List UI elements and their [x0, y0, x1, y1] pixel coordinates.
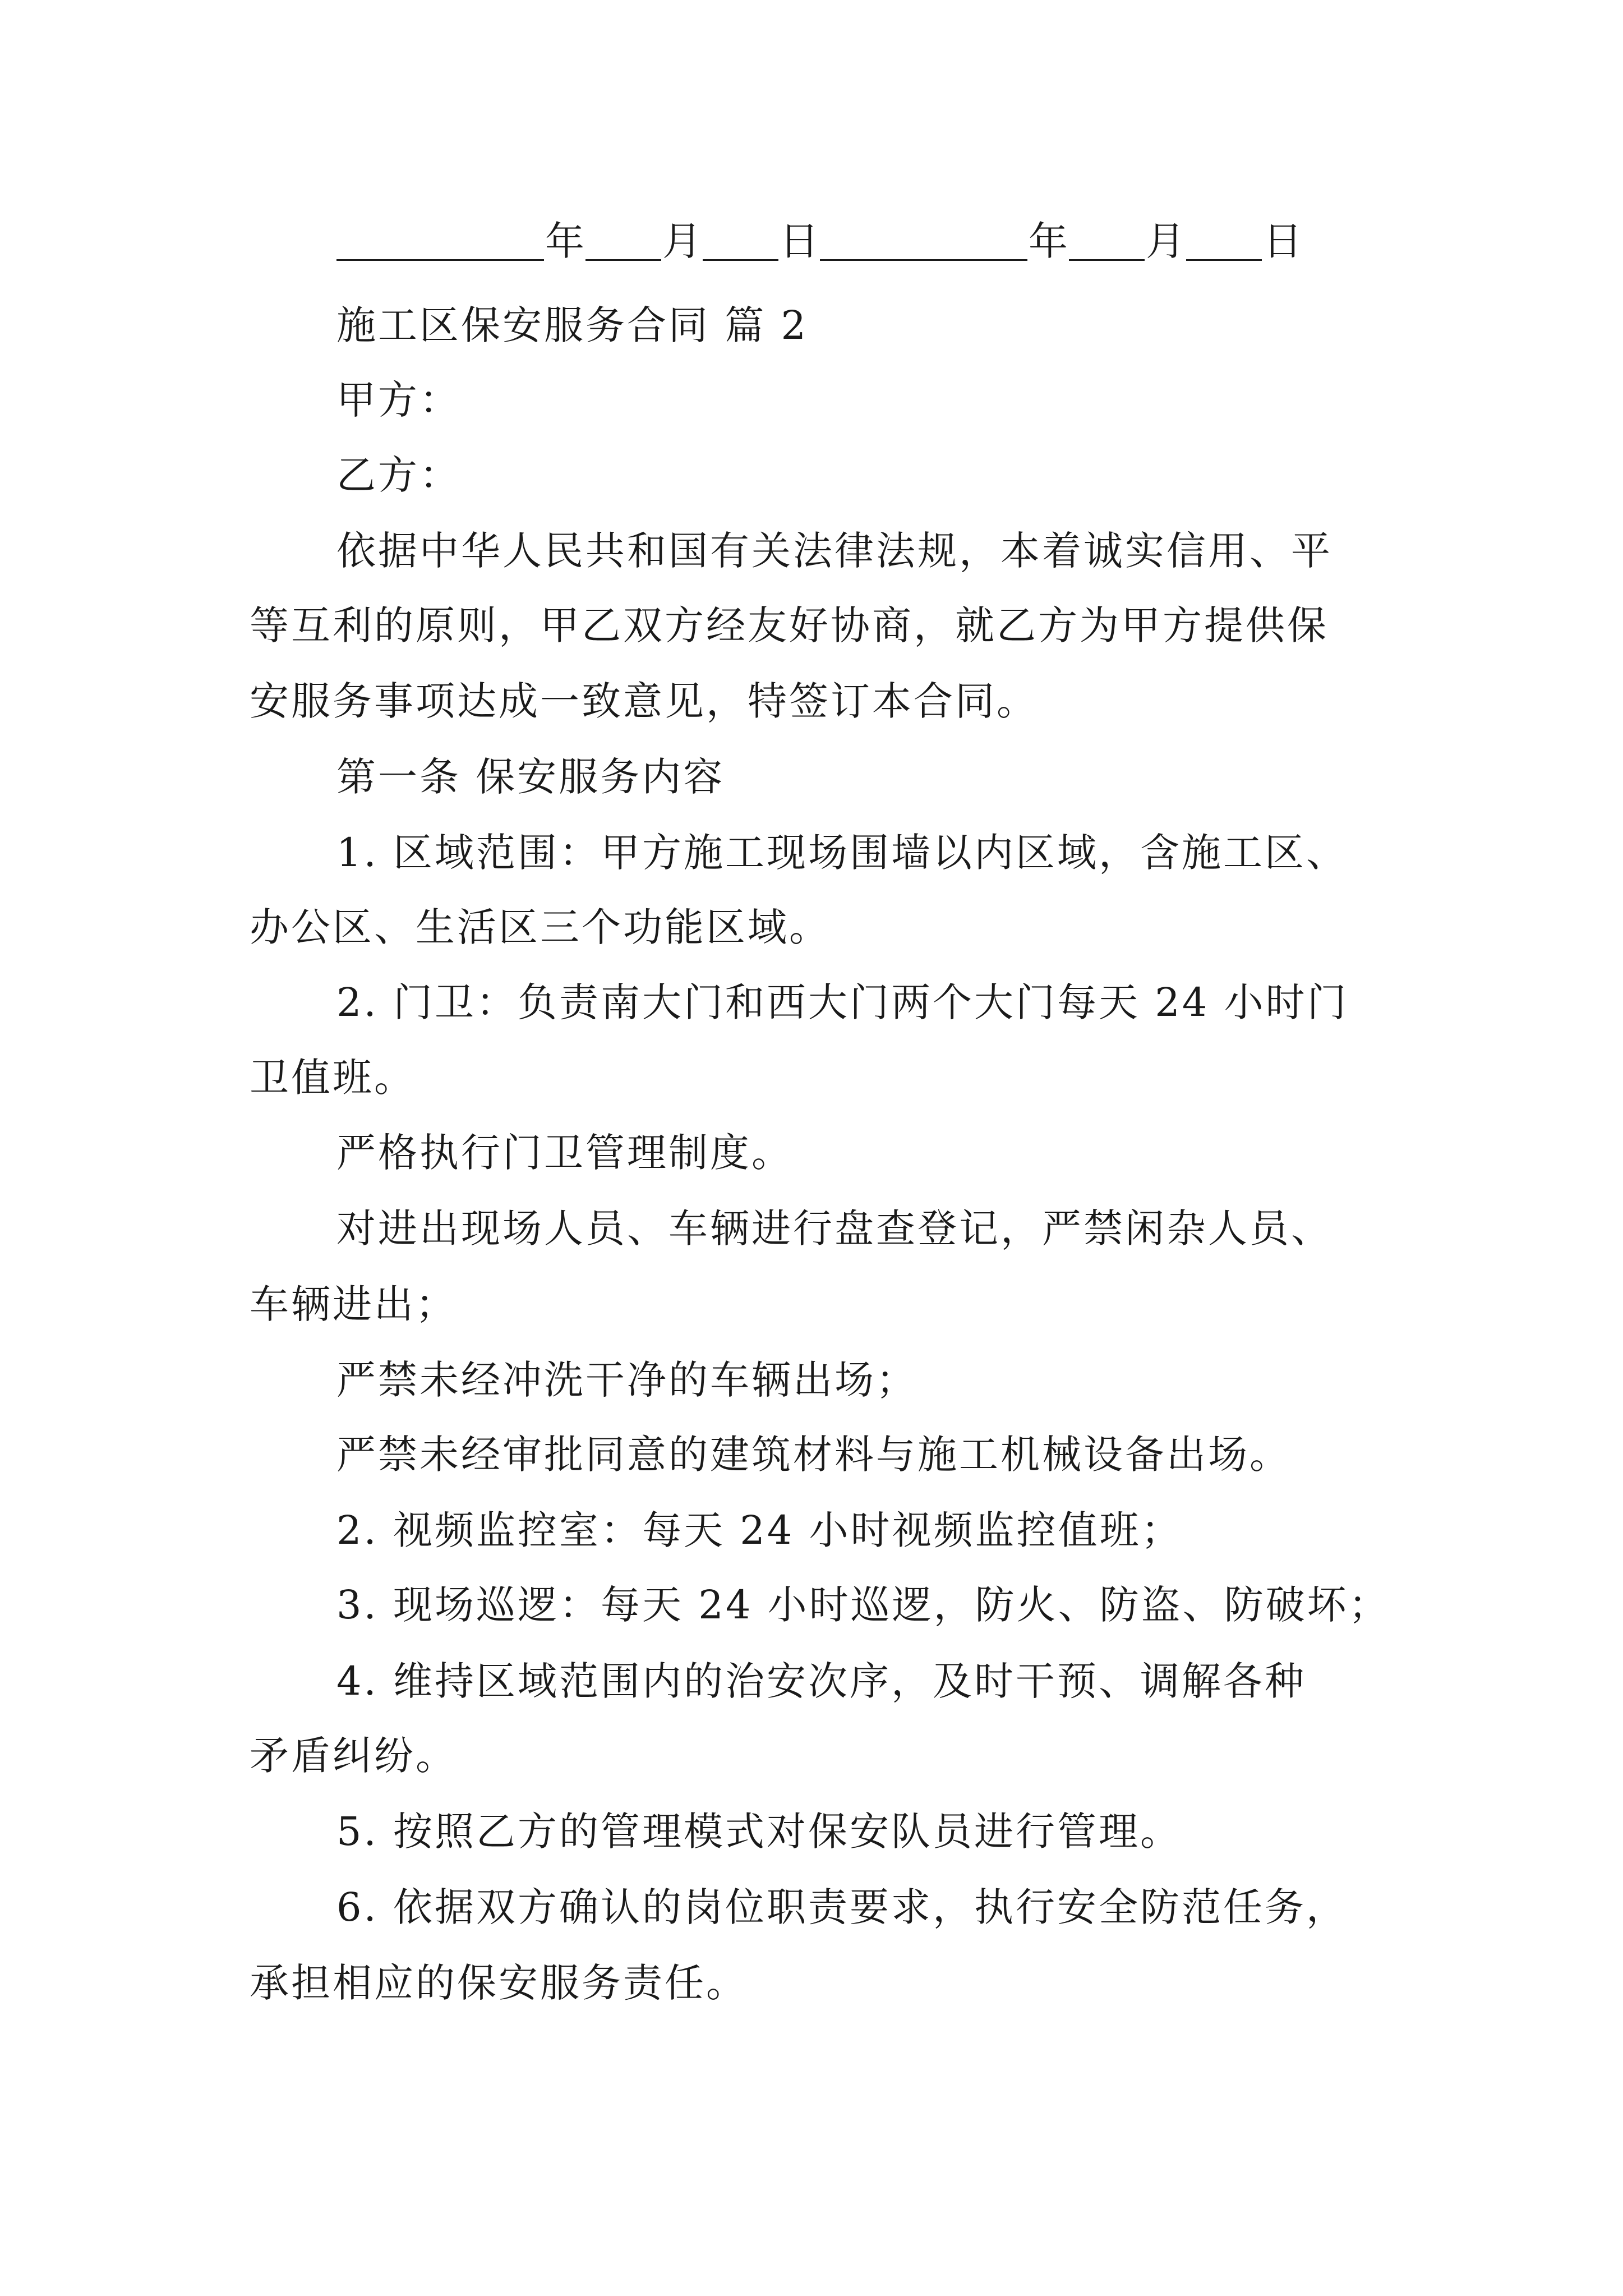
- contract-heading: 施工区保安服务合同 篇 2: [336, 302, 809, 348]
- management: 5. 按照乙方的管理模式对保安队员进行管理。: [336, 1809, 1182, 1855]
- preamble-line-1: 依据中华人民共和国有关法律法规，本着诚实信用、平: [336, 528, 1332, 574]
- blank-month-2: [1069, 224, 1145, 261]
- video-monitoring: 2. 视频监控室：每天 24 小时视频监控值班；: [336, 1507, 1183, 1553]
- blank-year-1: [336, 224, 544, 261]
- duties-line-2: 承担相应的保安服务责任。: [250, 1960, 748, 2006]
- no-materials: 严禁未经审批同意的建筑材料与施工机械设备出场。: [336, 1432, 1291, 1478]
- item-2-line-1: 2. 门卫：负责南大门和西大门两个大门每天 24 小时门: [336, 979, 1349, 1025]
- party-b-label: 乙方：: [336, 452, 461, 498]
- inspection-line-2: 车辆进出；: [250, 1281, 457, 1327]
- year-label-2: 年: [1029, 218, 1068, 264]
- blank-month-1: [585, 224, 661, 261]
- order-line-2: 矛盾纠纷。: [250, 1733, 457, 1779]
- blank-day-1: [703, 224, 778, 261]
- month-label-2: 月: [1146, 218, 1185, 264]
- year-label-1: 年: [545, 218, 584, 264]
- no-dirty-vehicles: 严禁未经冲洗干净的车辆出场；: [336, 1357, 917, 1403]
- day-label-2: 日: [1263, 218, 1302, 264]
- signature-date-line: [336, 218, 1303, 264]
- party-a-label: 甲方：: [336, 377, 461, 423]
- gate-rule: 严格执行门卫管理制度。: [336, 1130, 793, 1176]
- preamble-line-3: 安服务事项达成一致意见，特签订本合同。: [250, 678, 1038, 724]
- site-patrol: 3. 现场巡逻：每天 24 小时巡逻，防火、防盗、防破坏；: [336, 1582, 1390, 1628]
- blank-year-2: [820, 224, 1027, 261]
- inspection-line-1: 对进出现场人员、车辆进行盘查登记，严禁闲杂人员、: [336, 1205, 1332, 1251]
- item-2-line-2: 卫值班。: [250, 1055, 416, 1101]
- article-1-title: 第一条 保安服务内容: [336, 754, 725, 800]
- preamble-line-2: 等互利的原则，甲乙双方经友好协商，就乙方为甲方提供保: [250, 602, 1329, 648]
- month-label-1: 月: [662, 218, 702, 264]
- item-1-line-2: 办公区、生活区三个功能区域。: [250, 904, 831, 950]
- blank-day-2: [1186, 224, 1262, 261]
- duties-line-1: 6. 依据双方确认的岗位职责要求，执行安全防范任务，: [336, 1884, 1348, 1930]
- order-line-1: 4. 维持区域范围内的治安次序，及时干预、调解各种: [336, 1658, 1307, 1704]
- day-label-1: 日: [780, 218, 819, 264]
- item-1-line-1: 1. 区域范围：甲方施工现场围墙以内区域，含施工区、: [336, 830, 1348, 876]
